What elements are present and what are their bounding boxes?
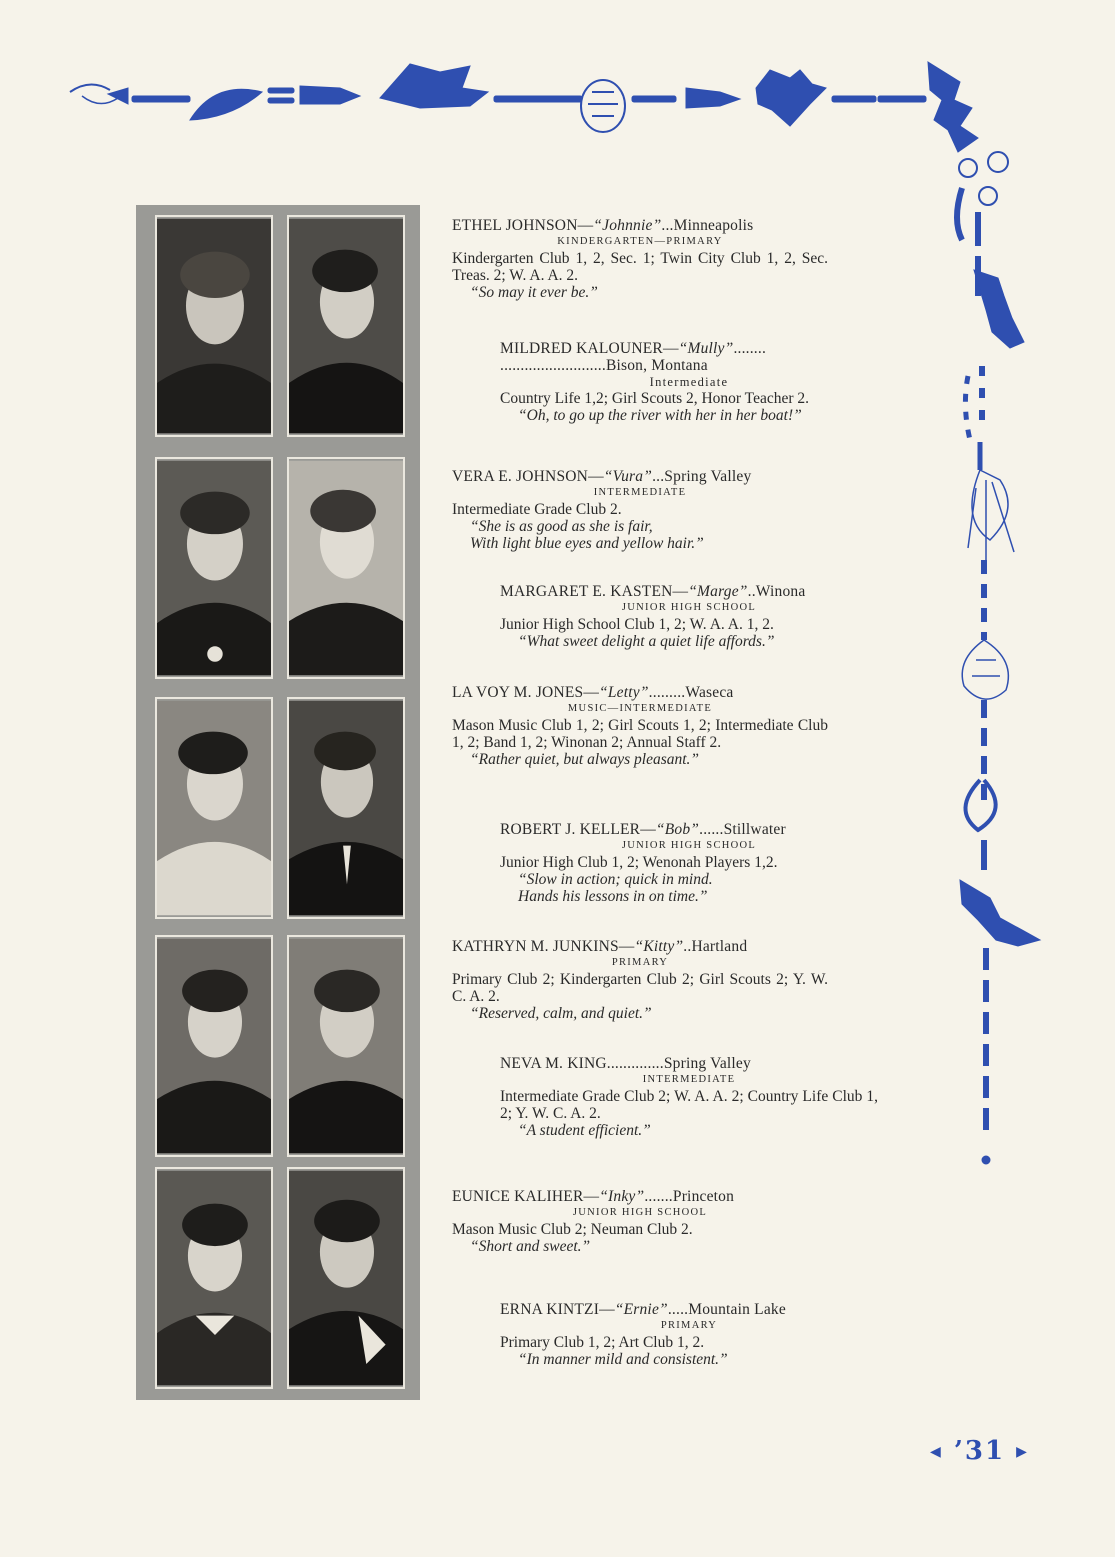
separator: — xyxy=(672,583,689,600)
separator: — xyxy=(599,1301,615,1318)
nickname: “Johnnie” xyxy=(593,217,662,234)
student-name: NEVA M. KING xyxy=(500,1055,607,1072)
hometown: Waseca xyxy=(685,684,734,701)
nickname: “Mully” xyxy=(678,340,734,357)
quote: “Short and sweet.” xyxy=(470,1238,591,1255)
department: JUNIOR HIGH SCHOOL xyxy=(572,1207,708,1218)
quote: “She is as good as she is fair, With light blue eyes and yellow hair.” xyxy=(470,518,704,552)
nickname: “Letty” xyxy=(599,684,649,701)
student-name: ROBERT J. KELLER xyxy=(500,821,641,838)
student-entry xyxy=(500,583,878,650)
photo-strip xyxy=(136,205,420,1400)
student-name: ERNA KINTZI xyxy=(500,1301,600,1318)
nickname: “Kitty” xyxy=(634,938,684,955)
portrait-photo xyxy=(155,697,273,919)
hometown: Spring Valley xyxy=(663,1055,751,1072)
student-entry xyxy=(500,1301,878,1368)
activities: Mason Music Club 2; Neuman Club 2. xyxy=(452,1221,693,1238)
portrait-photo xyxy=(155,215,273,437)
department: Intermediate xyxy=(649,375,729,389)
portrait-photo xyxy=(287,215,405,437)
hometown: Spring Valley xyxy=(664,468,752,485)
ornament-right-icon: ▶ xyxy=(1016,1444,1029,1460)
student-name: ETHEL JOHNSON xyxy=(452,217,578,234)
department: INTERMEDIATE xyxy=(593,487,687,498)
quote: “Rather quiet, but always pleasant.” xyxy=(470,751,700,768)
portrait-photo xyxy=(287,697,405,919)
student-name: KATHRYN M. JUNKINS xyxy=(452,938,619,955)
quote: “What sweet delight a quiet life affords.” xyxy=(518,633,775,650)
leader-dots: .. xyxy=(747,583,756,600)
activities: Intermediate Grade Club 2; W. A. A. 2; Country Life Club 1, 2; Y. W. C. A. 2. xyxy=(500,1088,878,1122)
nickname: “Ernie” xyxy=(614,1301,668,1318)
portrait-photo xyxy=(287,935,405,1157)
student-entry xyxy=(452,1188,828,1255)
hometown: Bison, Montana xyxy=(605,357,708,374)
portrait-photo xyxy=(155,935,273,1157)
leader-dots: ..... xyxy=(667,1301,689,1318)
separator: — xyxy=(588,468,604,485)
activities: Junior High School Club 1, 2; W. A. A. 1, 2. xyxy=(500,616,774,633)
portrait-photo xyxy=(287,1167,405,1389)
hometown: Winona xyxy=(755,583,806,600)
student-entry xyxy=(500,340,878,424)
separator: — xyxy=(640,821,656,838)
nickname: “Bob” xyxy=(655,821,700,838)
department: MUSIC—INTERMEDIATE xyxy=(567,703,713,714)
hometown: Hartland xyxy=(691,938,748,955)
portrait-photo xyxy=(287,457,405,679)
separator: — xyxy=(618,938,635,955)
leader-dots: .. xyxy=(683,938,692,955)
student-entry xyxy=(500,821,878,905)
hometown: Stillwater xyxy=(723,821,786,838)
separator: — xyxy=(577,217,594,234)
hometown: Mountain Lake xyxy=(688,1301,786,1318)
page-number xyxy=(930,1436,1029,1466)
quote: “A student efficient.” xyxy=(518,1122,651,1139)
student-entry xyxy=(452,684,828,768)
student-name: LA VOY M. JONES xyxy=(452,684,584,701)
department: PRIMARY xyxy=(660,1320,718,1331)
leader-dots: ....... xyxy=(644,1188,673,1205)
student-entry xyxy=(500,1055,878,1139)
portrait-photo xyxy=(155,1167,273,1389)
leader-dots: ... xyxy=(661,217,674,234)
ornament-left-icon: ◀ xyxy=(930,1444,943,1460)
leader-dots: ........ xyxy=(733,340,767,357)
activities: Kindergarten Club 1, 2, Sec. 1; Twin City Club 1, 2, Sec. Treas. 2; W. A. A. 2. xyxy=(452,250,828,284)
activities: Primary Club 2; Kindergarten Club 2; Girl Scouts 2; Y. W. C. A. 2. xyxy=(452,971,828,1005)
nickname: “Marge” xyxy=(688,583,748,600)
page-number-text: ’31 xyxy=(953,1436,1006,1466)
portrait-photo xyxy=(155,457,273,679)
student-entry xyxy=(452,468,828,552)
hometown: Princeton xyxy=(672,1188,735,1205)
activities: Mason Music Club 1, 2; Girl Scouts 1, 2; Intermediate Club 1, 2; Band 1, 2; Winonan 2; Annual Staff 2. xyxy=(452,717,828,751)
leader-dots: .............. xyxy=(606,1055,664,1072)
activities: Junior High Club 1, 2; Wenonah Players 1,2. xyxy=(500,854,778,871)
department: JUNIOR HIGH SCHOOL xyxy=(621,840,757,851)
student-entry xyxy=(452,217,828,301)
quote: “Reserved, calm, and quiet.” xyxy=(470,1005,652,1022)
quote: “Slow in action; quick in mind. Hands his lessons in on time.” xyxy=(518,871,713,905)
student-name: MILDRED KALOUNER xyxy=(500,340,663,357)
student-name: MARGARET E. KASTEN xyxy=(500,583,673,600)
separator: — xyxy=(583,1188,600,1205)
department: INTERMEDIATE xyxy=(642,1074,736,1085)
quote: “In manner mild and consistent.” xyxy=(518,1351,728,1368)
quote: “So may it ever be.” xyxy=(470,284,598,301)
leader-dots: ......... xyxy=(648,684,686,701)
hometown: Minneapolis xyxy=(673,217,754,234)
department: JUNIOR HIGH SCHOOL xyxy=(621,602,757,613)
activities: Intermediate Grade Club 2. xyxy=(452,501,622,518)
quote: “Oh, to go up the river with her in her boat!” xyxy=(518,407,802,424)
leader-dots: ... xyxy=(652,468,665,485)
activities: Country Life 1,2; Girl Scouts 2, Honor Teacher 2. xyxy=(500,390,810,407)
leader-dots: .......................... xyxy=(500,357,606,374)
activities: Primary Club 1, 2; Art Club 1, 2. xyxy=(500,1334,705,1351)
department: KINDERGARTEN—PRIMARY xyxy=(557,236,723,247)
nickname: “Inky” xyxy=(599,1188,645,1205)
separator: — xyxy=(662,340,679,357)
student-name: VERA E. JOHNSON xyxy=(452,468,589,485)
leader-dots: ...... xyxy=(699,821,724,838)
separator: — xyxy=(583,684,600,701)
student-name: EUNICE KALIHER xyxy=(452,1188,584,1205)
nickname: “Vura” xyxy=(603,468,653,485)
department: PRIMARY xyxy=(611,957,669,968)
student-entry xyxy=(452,938,828,1022)
